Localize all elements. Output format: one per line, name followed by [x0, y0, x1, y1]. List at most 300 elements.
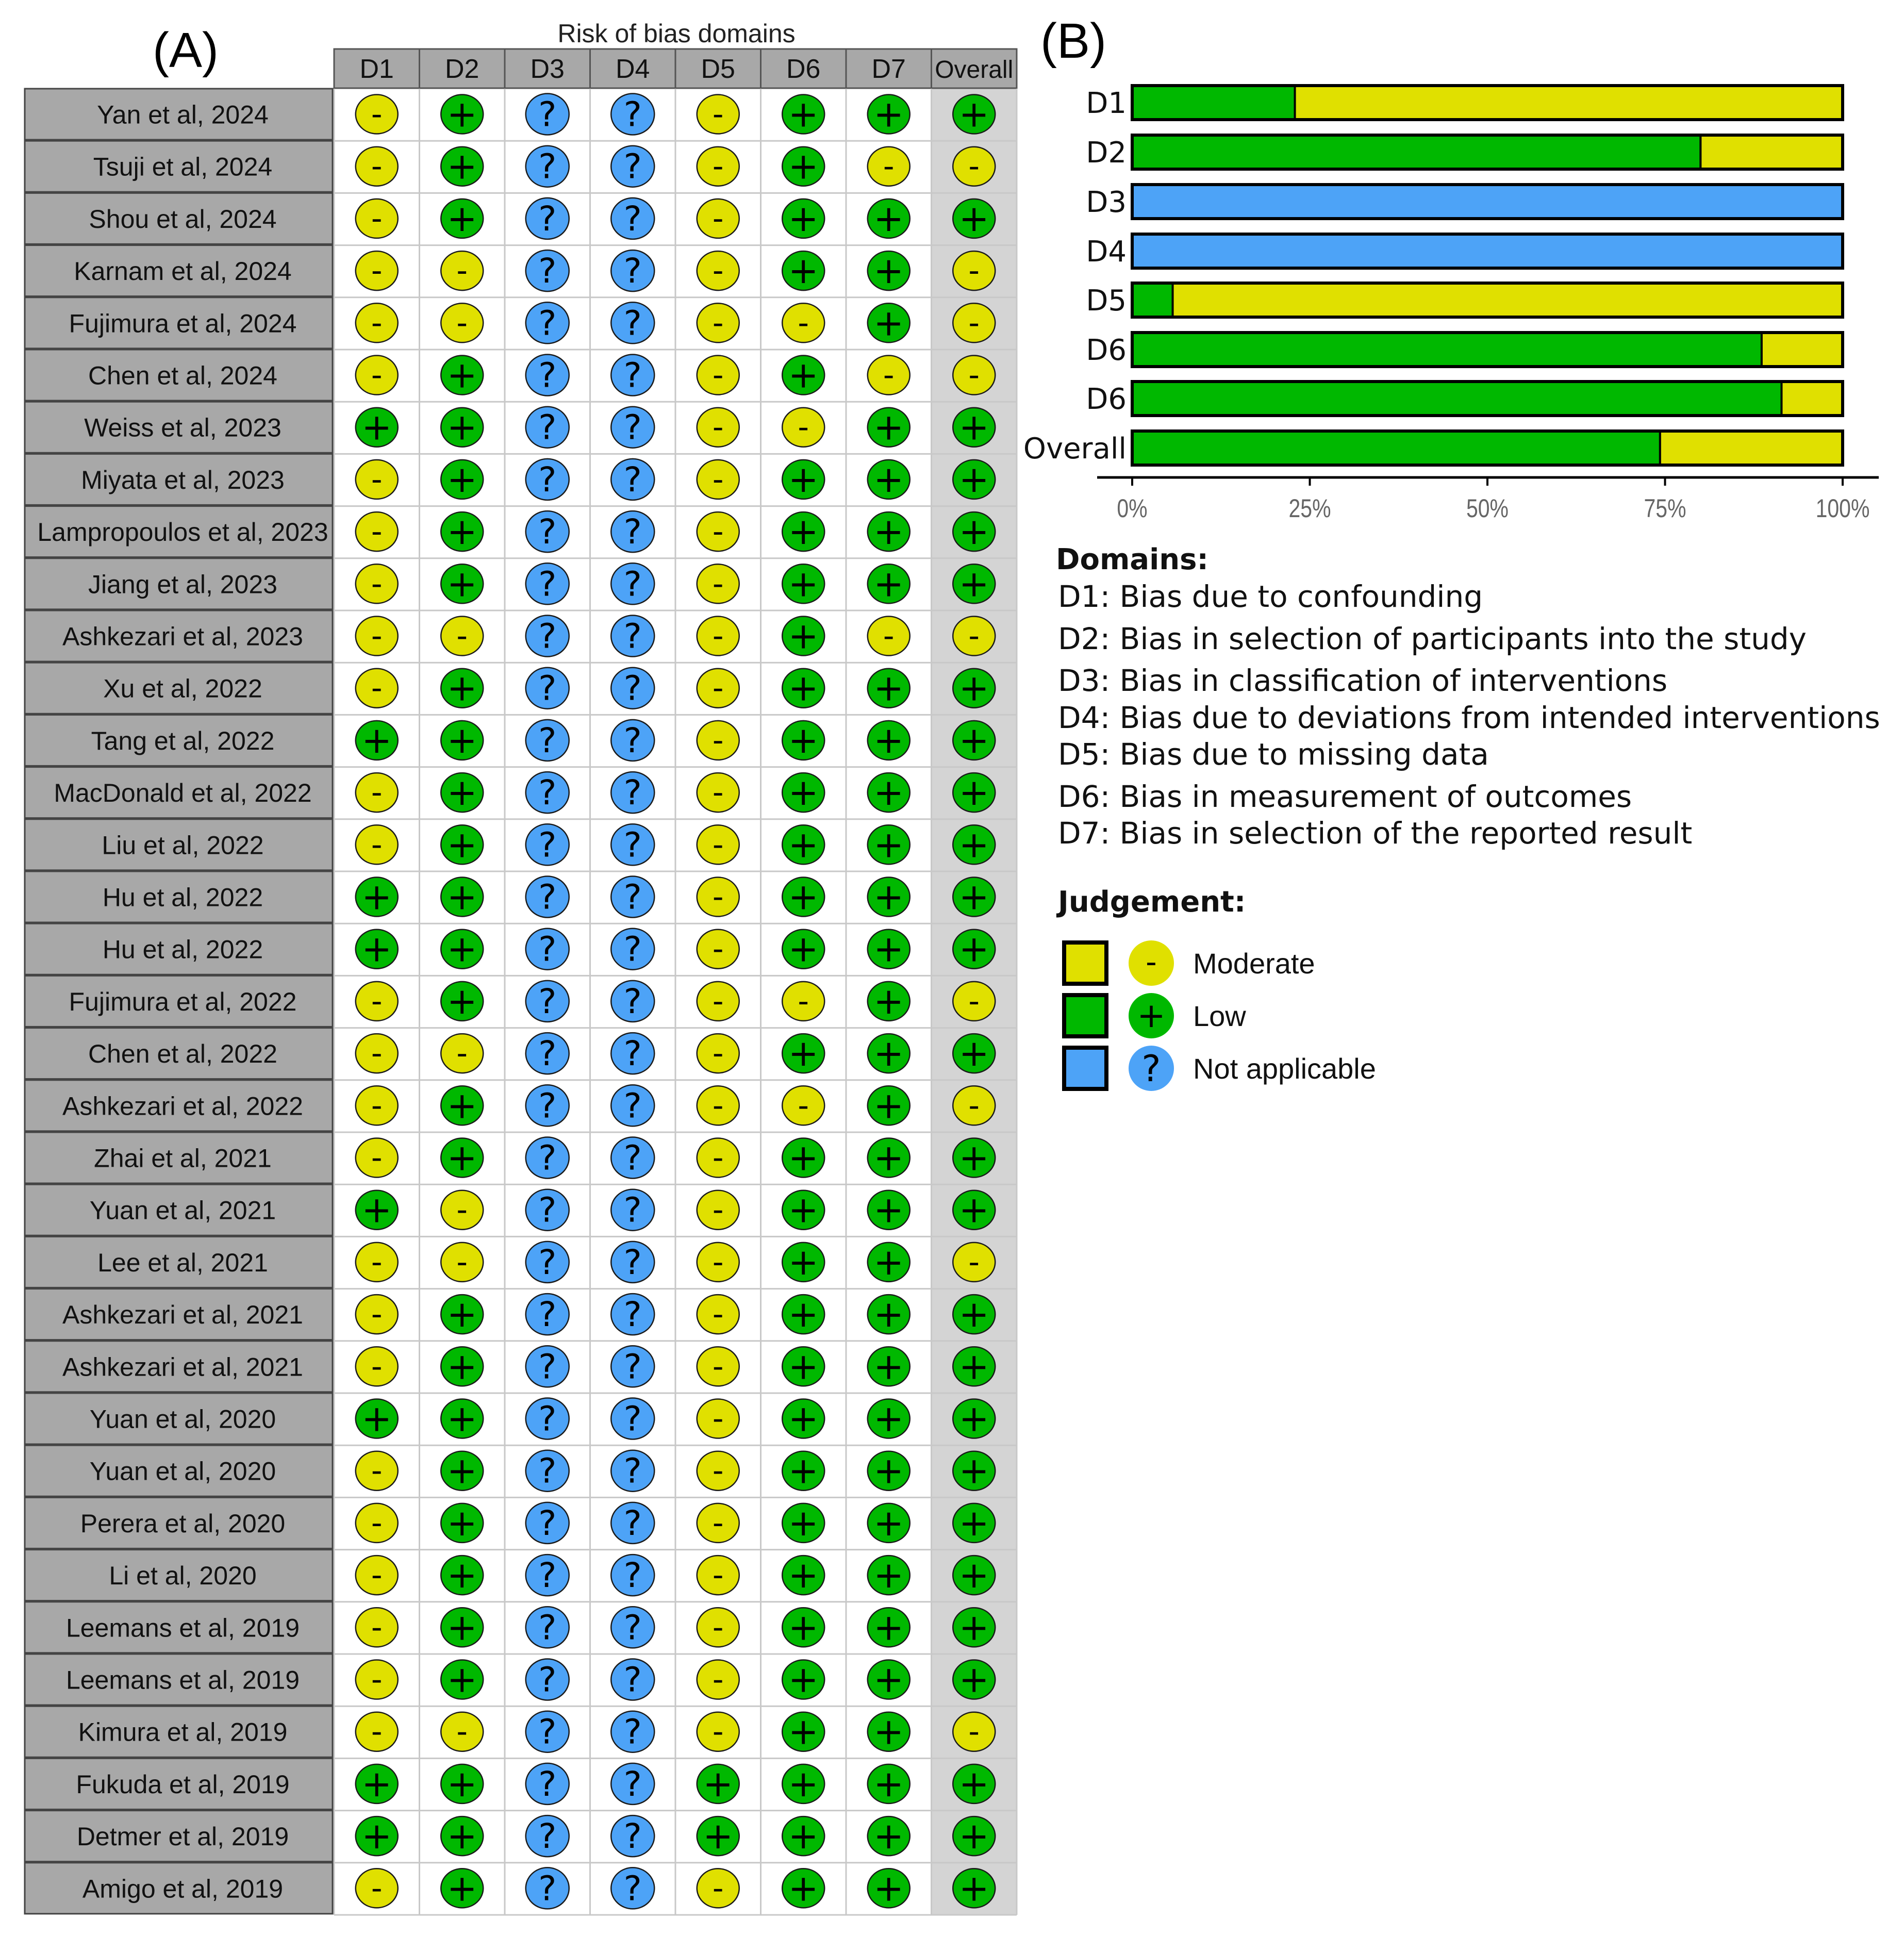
judgement-symbol: - [371, 1087, 383, 1124]
bar-segment-low [1132, 283, 1173, 317]
judgement-symbol: + [788, 1032, 819, 1075]
judgement-symbol: + [788, 1345, 819, 1388]
judgement-symbol: - [712, 1192, 724, 1228]
judgement-symbol: - [712, 461, 724, 498]
bar-segment-moderate [1660, 431, 1843, 465]
judgement-symbol: + [446, 1606, 477, 1649]
judgement-symbol: ? [623, 1556, 642, 1596]
study-label: Fujimura et al, 2024 [69, 309, 297, 338]
judgement-symbol: - [456, 1244, 468, 1280]
study-label: Kimura et al, 2019 [78, 1717, 288, 1747]
study-label: Ashkezari et al, 2021 [62, 1352, 303, 1382]
judgement-symbol: ? [538, 303, 557, 343]
judgement-symbol: + [788, 458, 819, 501]
judgement-symbol: + [446, 354, 477, 396]
bar-segment-low [1132, 333, 1762, 367]
judgement-symbol: + [446, 458, 477, 501]
judgement-symbol: + [361, 1397, 392, 1440]
bar-segment-moderate [1700, 135, 1843, 169]
judgement-symbol: + [958, 875, 989, 918]
judgement-symbol: + [873, 771, 904, 814]
x-tick-label: 25% [1288, 494, 1331, 523]
judgement-symbol: - [798, 305, 809, 341]
judgement-symbol: + [958, 1501, 989, 1544]
judgement-symbol: ? [538, 512, 557, 552]
judgement-symbol: + [873, 250, 904, 292]
judgement-symbol: - [798, 409, 809, 445]
judgement-symbol: + [788, 1554, 819, 1597]
judgement-symbol: - [712, 96, 724, 133]
judgement-symbol: + [873, 1345, 904, 1388]
judgement-symbol: ? [623, 825, 642, 865]
judgement-symbol: ? [623, 1868, 642, 1909]
judgement-symbol: + [788, 1188, 819, 1231]
judgement-symbol: + [873, 1762, 904, 1805]
judgement-symbol: ? [538, 1868, 557, 1909]
judgement-symbol: ? [623, 1816, 642, 1857]
domain-definition: D4: Bias due to deviations from intended interventions [1058, 700, 1880, 735]
x-tick-label: 0% [1117, 494, 1148, 523]
judgement-symbol: - [968, 1244, 980, 1280]
judgement-symbol: + [958, 719, 989, 762]
judgement-symbol: - [456, 253, 468, 289]
judgement-symbol: - [883, 618, 895, 654]
judgement-symbol: - [968, 253, 980, 289]
judgement-title: Judgement: [1058, 885, 1246, 919]
judgement-symbol: + [958, 1188, 989, 1231]
judgement-symbol: - [968, 618, 980, 654]
judgement-symbol: + [446, 406, 477, 449]
judgement-symbol: + [788, 250, 819, 292]
judgement-symbol: + [788, 1397, 819, 1440]
judgement-symbol: ? [623, 1242, 642, 1282]
judgement-symbol: - [371, 826, 383, 863]
judgement-symbol: - [371, 514, 383, 550]
judgement-symbol: ? [538, 459, 557, 500]
judgement-symbol: + [788, 197, 819, 240]
judgement-symbol: - [712, 722, 724, 758]
judgement-symbol: + [873, 1241, 904, 1283]
judgement-symbol: - [456, 1035, 468, 1072]
judgement-symbol: + [873, 510, 904, 553]
study-label: Hu et al, 2022 [102, 883, 263, 912]
judgement-symbol: + [958, 1449, 989, 1492]
column-header-d1: D1 [359, 54, 394, 84]
judgement-symbol: + [788, 1293, 819, 1336]
judgement-symbol: + [788, 875, 819, 918]
judgement-symbol: - [712, 1296, 724, 1333]
judgement-symbol: + [446, 1501, 477, 1544]
judgement-symbol: + [958, 1815, 989, 1858]
judgement-symbol: - [798, 983, 809, 1019]
judgement-symbol: ? [623, 303, 642, 343]
study-label: Yuan et al, 2020 [89, 1404, 276, 1434]
study-label: Chen et al, 2022 [88, 1039, 277, 1069]
judgement-symbol: - [968, 148, 980, 185]
judgement-symbol: + [958, 823, 989, 866]
judgement-symbol: + [446, 980, 477, 1022]
bar-category-label: D5 [1086, 284, 1127, 318]
judgement-symbol: ? [623, 668, 642, 708]
judgement-symbol: ? [623, 1712, 642, 1752]
judgement-symbol: + [361, 1188, 392, 1231]
domain-definition: D3: Bias in classification of interventions [1058, 663, 1668, 698]
judgement-symbol: + [446, 771, 477, 814]
bar-category-label: D4 [1086, 235, 1127, 269]
study-label: MacDonald et al, 2022 [54, 779, 312, 808]
bar-segment-not-applicable [1132, 234, 1843, 268]
judgement-symbol: + [446, 1658, 477, 1701]
judgement-symbol: + [446, 823, 477, 866]
judgement-symbol: - [712, 409, 724, 445]
study-label: Miyata et al, 2023 [81, 465, 285, 494]
judgement-symbol: + [446, 1293, 477, 1336]
judgement-symbol: + [873, 1293, 904, 1336]
judgement-symbol: - [712, 1557, 724, 1594]
traffic-light-table [25, 49, 1017, 1915]
legend-symbol: ? [1141, 1048, 1161, 1090]
judgement-symbol: + [361, 1762, 392, 1805]
judgement-symbol: ? [538, 1608, 557, 1648]
domain-definition: D6: Bias in measurement of outcomes [1058, 779, 1632, 814]
judgement-symbol: ? [623, 1399, 642, 1439]
bar-segment-low [1132, 86, 1295, 120]
study-label: Yuan et al, 2021 [89, 1196, 276, 1225]
judgement-symbol: + [873, 1710, 904, 1753]
study-label: Perera et al, 2020 [80, 1509, 286, 1538]
judgement-symbol: + [873, 197, 904, 240]
judgement-symbol: - [371, 1661, 383, 1698]
legend-label-not-applicable: Not applicable [1193, 1052, 1376, 1085]
judgement-symbol: - [371, 1870, 383, 1907]
bar-segment-moderate [1762, 333, 1843, 367]
judgement-symbol: - [371, 1139, 383, 1176]
judgement-symbol: - [883, 148, 895, 185]
bar-segment-low [1132, 431, 1660, 465]
judgement-symbol: - [712, 1244, 724, 1280]
legend-symbol: + [1137, 996, 1166, 1035]
judgement-symbol: + [873, 1606, 904, 1649]
bar-category-label: Overall [1023, 432, 1127, 466]
bar-segment-moderate [1295, 86, 1843, 120]
judgement-symbol: - [712, 514, 724, 550]
judgement-symbol: ? [623, 407, 642, 448]
judgement-symbol: + [873, 875, 904, 918]
judgement-symbol: + [958, 1345, 989, 1388]
judgement-symbol: - [712, 253, 724, 289]
judgement-symbol: + [873, 1867, 904, 1910]
judgement-symbol: + [873, 1136, 904, 1179]
study-label: Yuan et al, 2020 [89, 1457, 276, 1486]
bar-category-label: D1 [1086, 87, 1127, 120]
panel-b-letter: (B) [1040, 13, 1106, 69]
judgement-symbol: + [788, 1867, 819, 1910]
judgement-symbol: + [446, 875, 477, 918]
judgement-symbol: + [446, 1136, 477, 1179]
judgement-symbol: + [873, 1501, 904, 1544]
judgement-symbol: + [958, 1867, 989, 1910]
judgement-symbol: - [712, 618, 724, 654]
judgement-symbol: - [456, 1192, 468, 1228]
judgement-symbol: + [873, 823, 904, 866]
study-label: Leemans et al, 2019 [65, 1613, 300, 1643]
judgement-symbol: + [446, 1084, 477, 1127]
study-label: Zhai et al, 2021 [94, 1144, 272, 1173]
judgement-symbol: + [788, 93, 819, 136]
judgement-symbol: ? [538, 1242, 557, 1282]
judgement-symbol: + [361, 406, 392, 449]
judgement-symbol: - [712, 1035, 724, 1072]
judgement-symbol: ? [623, 564, 642, 604]
judgement-symbol: + [958, 1606, 989, 1649]
judgement-symbol: - [968, 305, 980, 341]
judgement-symbol: + [958, 928, 989, 970]
judgement-symbol: + [873, 1815, 904, 1858]
legend-swatch-not-applicable [1064, 1048, 1106, 1089]
judgement-symbol: + [446, 93, 477, 136]
legend-swatch-low [1064, 995, 1106, 1036]
judgement-symbol: + [958, 1293, 989, 1336]
judgement-symbol: + [788, 823, 819, 866]
judgement-symbol: ? [538, 1451, 557, 1491]
judgement-symbol: ? [623, 1660, 642, 1700]
judgement-symbol: ? [623, 146, 642, 187]
judgement-symbol: + [446, 1815, 477, 1858]
judgement-symbol: + [958, 1554, 989, 1597]
judgement-symbol: + [703, 1762, 734, 1805]
judgement-symbol: + [361, 928, 392, 970]
study-label: Fukuda et al, 2019 [76, 1769, 290, 1799]
judgement-symbol: - [371, 461, 383, 498]
judgement-symbol: ? [623, 1608, 642, 1648]
judgement-symbol: - [712, 566, 724, 602]
judgement-symbol: + [446, 1397, 477, 1440]
study-label: Karnam et al, 2024 [74, 257, 292, 286]
judgement-symbol: ? [538, 1660, 557, 1700]
judgement-symbol: - [371, 983, 383, 1019]
study-label: Fujimura et al, 2022 [69, 987, 297, 1016]
study-label: Ashkezari et al, 2022 [62, 1091, 303, 1121]
legend-symbol: - [1146, 944, 1157, 980]
judgement-symbol: ? [538, 564, 557, 604]
bar-category-label: D3 [1086, 186, 1127, 219]
judgement-symbol: + [873, 667, 904, 709]
judgement-symbol: + [446, 1762, 477, 1805]
judgement-symbol: - [371, 618, 383, 654]
judgement-symbol: - [371, 148, 383, 185]
judgement-symbol: + [788, 1606, 819, 1649]
judgement-symbol: + [788, 145, 819, 188]
summary-bar-chart [1023, 86, 1879, 523]
column-header-d3: D3 [530, 54, 565, 84]
column-header-overall: Overall [935, 56, 1014, 84]
judgement-symbol: + [958, 1397, 989, 1440]
study-label: Tang et al, 2022 [91, 726, 275, 755]
judgement-symbol: + [958, 458, 989, 501]
judgement-symbol: - [712, 1609, 724, 1646]
judgement-symbol: + [788, 615, 819, 657]
judgement-symbol: ? [623, 94, 642, 135]
judgement-symbol: - [371, 670, 383, 706]
judgement-symbol: - [968, 1087, 980, 1124]
judgement-symbol: ? [623, 355, 642, 395]
judgement-symbol: ? [623, 1190, 642, 1230]
column-header-d6: D6 [786, 54, 821, 84]
judgement-symbol: ? [538, 1816, 557, 1857]
judgement-symbol: ? [538, 251, 557, 291]
study-label: Weiss et al, 2023 [84, 413, 282, 442]
judgement-symbol: ? [623, 1347, 642, 1387]
judgement-symbol: ? [623, 1451, 642, 1491]
judgement-symbol: ? [623, 1503, 642, 1543]
judgement-symbol: + [958, 771, 989, 814]
judgement-symbol: + [788, 1241, 819, 1283]
judgement-symbol: + [446, 1867, 477, 1910]
judgement-symbol: - [371, 1296, 383, 1333]
judgement-symbol: ? [538, 1086, 557, 1126]
judgement-symbol: - [968, 1713, 980, 1750]
judgement-symbol: + [958, 1136, 989, 1179]
judgement-symbol: + [788, 1762, 819, 1805]
judgement-symbol: ? [623, 773, 642, 813]
x-tick-label: 50% [1466, 494, 1509, 523]
domains-title: Domains: [1056, 543, 1208, 576]
judgement-symbol: - [371, 357, 383, 393]
judgement-symbol: ? [538, 616, 557, 656]
judgement-symbol: + [873, 93, 904, 136]
judgement-symbol: + [788, 1658, 819, 1701]
study-label: Tsuji et al, 2024 [93, 152, 273, 181]
judgement-symbol: - [883, 357, 895, 393]
study-label: Chen et al, 2024 [88, 361, 277, 390]
domain-definition: D5: Bias due to missing data [1058, 737, 1489, 772]
judgement-symbol: + [446, 563, 477, 605]
bar-category-label: D2 [1086, 136, 1127, 170]
judgement-symbol: - [371, 1452, 383, 1489]
judgement-symbol: ? [538, 355, 557, 395]
judgement-symbol: + [788, 667, 819, 709]
judgement-symbol: ? [623, 616, 642, 656]
judgement-symbol: ? [538, 1190, 557, 1230]
judgement-symbol: ? [538, 720, 557, 760]
judgement-symbol: + [703, 1815, 734, 1858]
judgement-symbol: ? [538, 929, 557, 969]
judgement-symbol: + [446, 510, 477, 553]
judgement-symbol: - [712, 774, 724, 811]
judgement-symbol: ? [623, 929, 642, 969]
study-label: Lampropoulos et al, 2023 [37, 518, 328, 547]
judgement-symbol: + [873, 928, 904, 970]
judgement-symbol: ? [623, 1295, 642, 1335]
study-label: Lee et al, 2021 [97, 1248, 268, 1277]
judgement-symbol: - [456, 1713, 468, 1750]
study-label: Liu et al, 2022 [102, 831, 264, 860]
judgement-symbol: ? [538, 877, 557, 917]
bar-category-label: D6 [1086, 334, 1127, 367]
judgement-symbol: + [873, 719, 904, 762]
judgement-symbol: - [712, 1087, 724, 1124]
judgement-symbol: - [371, 96, 383, 133]
domain-definition: D2: Bias in selection of participants into the study [1058, 621, 1807, 656]
judgement-symbol: - [712, 826, 724, 863]
judgement-symbol: - [712, 1870, 724, 1907]
judgement-symbol: ? [538, 407, 557, 448]
judgement-symbol: ? [538, 981, 557, 1021]
judgement-symbol: + [873, 406, 904, 449]
judgement-symbol: - [371, 200, 383, 237]
study-label: Ashkezari et al, 2021 [62, 1300, 303, 1330]
bar-segment-not-applicable [1132, 185, 1843, 219]
legend-label-low: Low [1193, 1000, 1246, 1032]
judgement-symbol: - [712, 1400, 724, 1437]
judgement-symbol: + [958, 1762, 989, 1805]
judgement-symbol: - [371, 1609, 383, 1646]
judgement-symbol: - [371, 1348, 383, 1385]
judgement-symbol: - [371, 1504, 383, 1541]
judgement-symbol: + [788, 719, 819, 762]
bar-category-label: D6 [1086, 383, 1127, 416]
domain-definition: D1: Bias due to confounding [1058, 579, 1483, 614]
judgement-symbol: + [446, 1554, 477, 1597]
judgement-symbol: - [371, 305, 383, 341]
judgement-symbol: + [873, 1084, 904, 1127]
study-label: Amigo et al, 2019 [82, 1874, 284, 1904]
judgement-symbol: ? [623, 199, 642, 239]
judgement-symbol: ? [623, 251, 642, 291]
domain-definition: D7: Bias in selection of the reported result [1058, 816, 1693, 851]
judgement-symbol: ? [538, 1347, 557, 1387]
judgement-symbol: + [446, 928, 477, 970]
judgement-symbol: - [712, 1713, 724, 1750]
judgement-symbol: ? [538, 146, 557, 187]
judgement-symbol: + [958, 510, 989, 553]
judgement-symbol: + [958, 1032, 989, 1075]
legend-swatch-moderate [1064, 942, 1106, 984]
judgement-symbol: + [788, 1710, 819, 1753]
judgement-symbol: + [873, 1554, 904, 1597]
judgement-symbol: - [456, 618, 468, 654]
judgement-symbol: - [712, 148, 724, 185]
judgement-symbol: + [873, 1449, 904, 1492]
judgement-symbol: + [873, 1188, 904, 1231]
judgement-symbol: ? [538, 1503, 557, 1543]
judgement-symbol: - [371, 253, 383, 289]
judgement-symbol: + [958, 93, 989, 136]
judgement-symbol: ? [623, 877, 642, 917]
judgement-symbol: + [446, 1345, 477, 1388]
judgement-symbol: + [788, 1815, 819, 1858]
judgement-symbol: ? [538, 825, 557, 865]
bar-segment-low [1132, 135, 1700, 169]
study-label: Hu et al, 2022 [102, 935, 263, 964]
study-label: Ashkezari et al, 2023 [62, 622, 303, 651]
judgement-symbol: ? [538, 773, 557, 813]
judgement-symbol: - [712, 931, 724, 967]
judgement-symbol: + [873, 1032, 904, 1075]
judgement-symbol: - [712, 670, 724, 706]
bar-segment-low [1132, 382, 1781, 416]
judgement-symbol: ? [623, 512, 642, 552]
judgement-symbol: - [712, 879, 724, 915]
judgement-symbol: - [371, 566, 383, 602]
judgement-symbol: ? [538, 94, 557, 135]
judgement-symbol: ? [538, 199, 557, 239]
judgement-symbol: + [361, 719, 392, 762]
panel-a-letter: (A) [153, 23, 219, 78]
study-label: Leemans et al, 2019 [65, 1665, 300, 1695]
bar-segment-moderate [1173, 283, 1843, 317]
judgement-symbol: - [712, 1504, 724, 1541]
